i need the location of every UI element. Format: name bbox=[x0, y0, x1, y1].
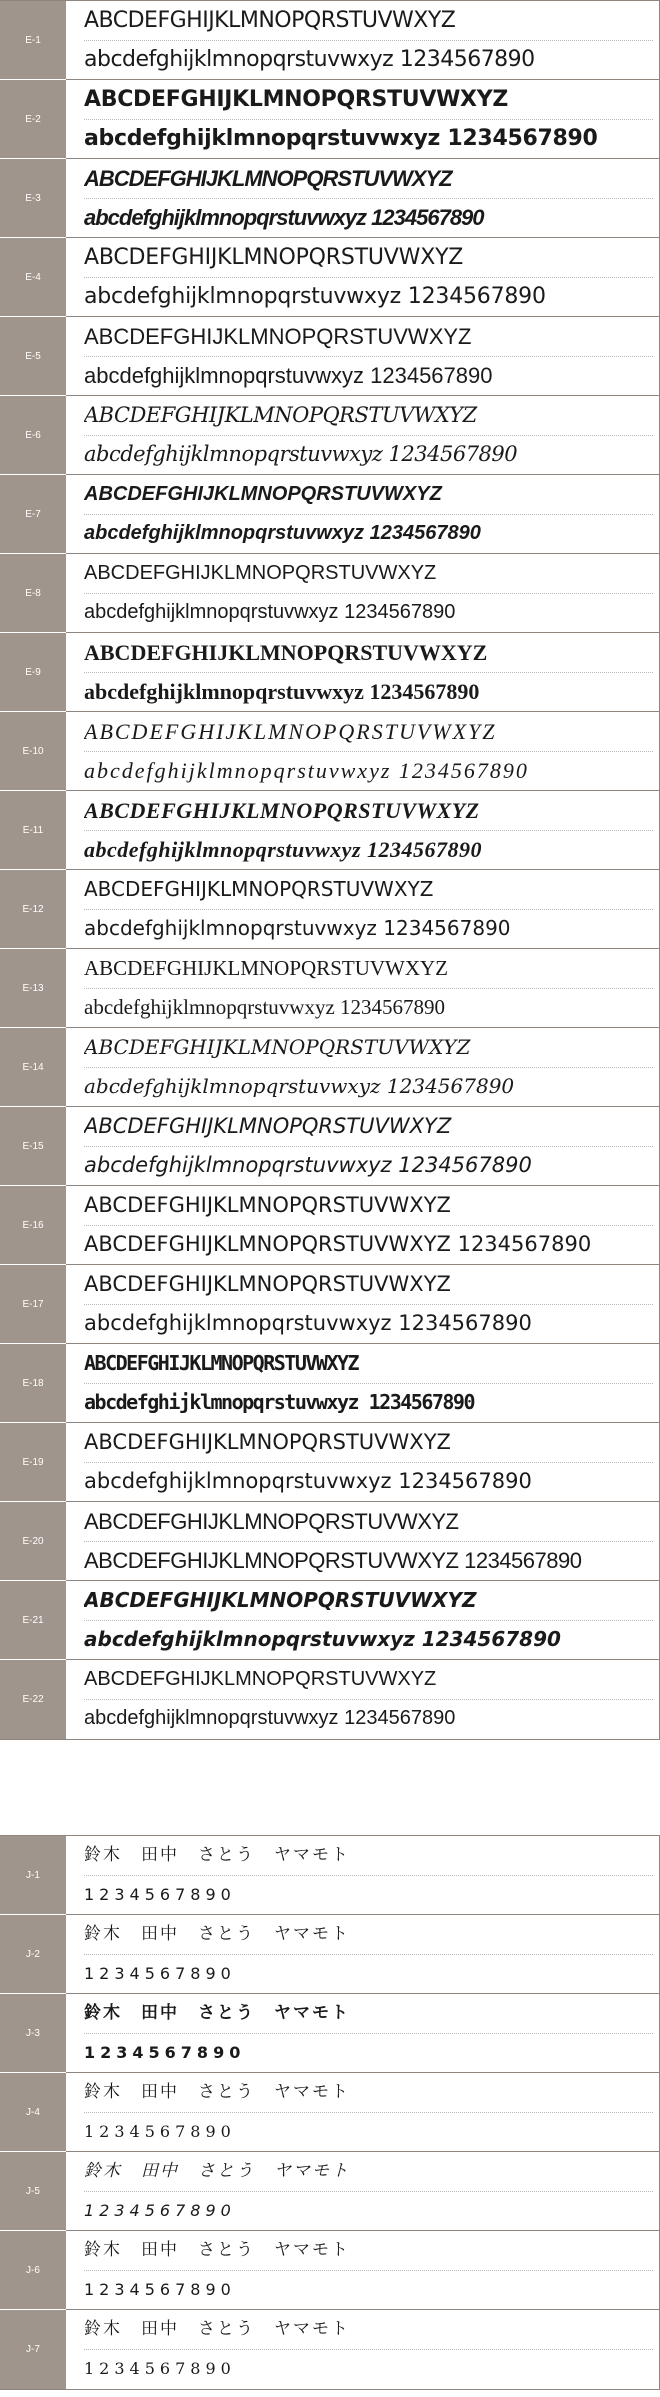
lowercase-sample: ABCDEFGHIJKLMNOPQRSTUVWXYZ 1234567890 bbox=[84, 1548, 582, 1573]
font-code: E-7 bbox=[0, 475, 66, 553]
uppercase-sample: ABCDEFGHIJKLMNOPQRSTUVWXYZ bbox=[84, 791, 653, 831]
numbers-sample: 1234567890 bbox=[84, 2201, 236, 2220]
font-code: J-7 bbox=[0, 2310, 66, 2389]
numbers-sample: 1234567890 bbox=[84, 1885, 236, 1904]
font-samples bbox=[66, 1107, 660, 1186]
font-samples bbox=[66, 396, 660, 475]
lowercase-sample: abcdefghijklmnopqrstuvwxyz 1234567890 bbox=[84, 601, 456, 623]
lowercase-sample: abcdefghijklmnopqrstuvwxyz 1234567890 bbox=[84, 1074, 515, 1098]
lowercase-sample: abcdefghijklmnopqrstuvwxyz 1234567890 bbox=[84, 205, 484, 230]
uppercase-sample: ABCDEFGHIJKLMNOPQRSTUVWXYZ bbox=[84, 870, 653, 910]
lowercase-sample: abcdefghijklmnopqrstuvwxyz 1234567890 bbox=[84, 1707, 456, 1729]
font-samples bbox=[66, 80, 660, 159]
font-code: E-8 bbox=[0, 554, 66, 632]
font-row-e5[interactable] bbox=[0, 317, 660, 396]
uppercase-sample: ABCDEFGHIJKLMNOPQRSTUVWXYZ bbox=[84, 475, 653, 515]
font-code: E-22 bbox=[0, 1660, 66, 1739]
names-sample: 鈴木 田中 さとう ヤマモト bbox=[84, 1836, 653, 1876]
font-row-j3[interactable] bbox=[0, 1994, 660, 2073]
font-row-e1[interactable] bbox=[0, 1, 660, 80]
lowercase-sample: abcdefghijklmnopqrstuvwxyz 1234567890 bbox=[84, 1627, 561, 1651]
font-samples bbox=[66, 949, 660, 1028]
font-row-e22[interactable] bbox=[0, 1660, 660, 1739]
font-code: E-2 bbox=[0, 80, 66, 158]
font-samples bbox=[66, 2310, 660, 2389]
uppercase-sample: ABCDEFGHIJKLMNOPQRSTUVWXYZ bbox=[84, 317, 653, 357]
font-code: E-21 bbox=[0, 1581, 66, 1659]
font-row-e15[interactable] bbox=[0, 1107, 660, 1186]
uppercase-sample: ABCDEFGHIJKLMNOPQRSTUVWXYZ bbox=[84, 1028, 653, 1068]
uppercase-sample: ABCDEFGHIJKLMNOPQRSTUVWXYZ bbox=[84, 949, 653, 989]
font-samples bbox=[66, 2152, 660, 2231]
uppercase-sample: ABCDEFGHIJKLMNOPQRSTUVWXYZ bbox=[84, 1502, 653, 1542]
font-row-j2[interactable] bbox=[0, 1915, 660, 1994]
lowercase-sample: abcdefghijklmnopqrstuvwxyz 1234567890 bbox=[84, 284, 546, 309]
uppercase-sample: ABCDEFGHIJKLMNOPQRSTUVWXYZ bbox=[84, 1344, 653, 1384]
names-sample: 鈴木 田中 さとう ヤマモト bbox=[84, 2073, 653, 2113]
numbers-sample: 1234567890 bbox=[84, 2280, 236, 2299]
uppercase-sample: ABCDEFGHIJKLMNOPQRSTUVWXYZ bbox=[84, 1660, 653, 1700]
font-code: J-6 bbox=[0, 2231, 66, 2309]
font-code: E-15 bbox=[0, 1107, 66, 1185]
lowercase-sample: abcdefghijklmnopqrstuvwxyz 1234567890 bbox=[84, 1469, 532, 1493]
font-code: E-5 bbox=[0, 317, 66, 395]
font-row-e2[interactable] bbox=[0, 80, 660, 159]
font-code: J-1 bbox=[0, 1836, 66, 1914]
font-samples bbox=[66, 238, 660, 317]
font-row-e20[interactable] bbox=[0, 1502, 660, 1581]
font-samples bbox=[66, 791, 660, 870]
lowercase-sample: abcdefghijklmnopqrstuvwxyz 1234567890 bbox=[84, 1390, 475, 1414]
font-row-j4[interactable] bbox=[0, 2073, 660, 2152]
font-row-e18[interactable] bbox=[0, 1344, 660, 1423]
font-row-e4[interactable] bbox=[0, 238, 660, 317]
font-samples bbox=[66, 1344, 660, 1423]
font-code: J-4 bbox=[0, 2073, 66, 2151]
font-row-e8[interactable] bbox=[0, 554, 660, 633]
font-code: E-1 bbox=[0, 1, 66, 79]
uppercase-sample: ABCDEFGHIJKLMNOPQRSTUVWXYZ bbox=[84, 554, 653, 594]
lowercase-sample: abcdefghijklmnopqrstuvwxyz 1234567890 bbox=[84, 837, 483, 862]
font-row-e14[interactable] bbox=[0, 1028, 660, 1107]
uppercase-sample: ABCDEFGHIJKLMNOPQRSTUVWXYZ bbox=[84, 1, 653, 41]
lowercase-sample: abcdefghijklmnopqrstuvwxyz 1234567890 bbox=[84, 758, 529, 783]
font-row-j7[interactable] bbox=[0, 2310, 660, 2389]
font-code: E-13 bbox=[0, 949, 66, 1027]
names-sample: 鈴木 田中 さとう ヤマモト bbox=[84, 2231, 653, 2271]
font-row-e21[interactable] bbox=[0, 1581, 660, 1660]
font-code: E-17 bbox=[0, 1265, 66, 1343]
font-samples bbox=[66, 1915, 660, 1994]
font-samples bbox=[66, 1, 660, 80]
font-samples bbox=[66, 1186, 660, 1265]
font-samples bbox=[66, 1502, 660, 1581]
lowercase-sample: abcdefghijklmnopqrstuvwxyz 1234567890 bbox=[84, 916, 511, 940]
font-code: E-4 bbox=[0, 238, 66, 316]
font-row-e13[interactable] bbox=[0, 949, 660, 1028]
uppercase-sample: ABCDEFGHIJKLMNOPQRSTUVWXYZ bbox=[84, 1581, 653, 1621]
uppercase-sample: ABCDEFGHIJKLMNOPQRSTUVWXYZ bbox=[84, 633, 653, 673]
font-samples bbox=[66, 317, 660, 396]
uppercase-sample: ABCDEFGHIJKLMNOPQRSTUVWXYZ bbox=[84, 1423, 653, 1463]
font-row-j6[interactable] bbox=[0, 2231, 660, 2310]
font-row-j1[interactable] bbox=[0, 1836, 660, 1915]
numbers-sample: 1234567890 bbox=[84, 2359, 236, 2378]
uppercase-sample: ABCDEFGHIJKLMNOPQRSTUVWXYZ bbox=[84, 1107, 653, 1147]
numbers-sample: 1234567890 bbox=[84, 1964, 236, 1983]
uppercase-sample: ABCDEFGHIJKLMNOPQRSTUVWXYZ bbox=[84, 1186, 653, 1226]
numbers-sample: 1234567890 bbox=[84, 2122, 236, 2141]
uppercase-sample: ABCDEFGHIJKLMNOPQRSTUVWXYZ bbox=[84, 396, 653, 436]
lowercase-sample: abcdefghijklmnopqrstuvwxyz 1234567890 bbox=[84, 363, 493, 388]
lowercase-sample: abcdefghijklmnopqrstuvwxyz 1234567890 bbox=[84, 679, 480, 704]
japanese-font-table bbox=[0, 1835, 660, 2390]
font-row-e11[interactable] bbox=[0, 791, 660, 870]
font-samples bbox=[66, 475, 660, 554]
font-code: E-10 bbox=[0, 712, 66, 790]
uppercase-sample: ABCDEFGHIJKLMNOPQRSTUVWXYZ bbox=[84, 712, 653, 752]
font-code: E-16 bbox=[0, 1186, 66, 1264]
font-samples bbox=[66, 1660, 660, 1739]
font-code: E-6 bbox=[0, 396, 66, 474]
numbers-sample: 1234567890 bbox=[84, 2043, 246, 2062]
font-code: J-3 bbox=[0, 1994, 66, 2072]
font-samples bbox=[66, 1994, 660, 2073]
lowercase-sample: abcdefghijklmnopqrstuvwxyz 1234567890 bbox=[84, 126, 598, 151]
lowercase-sample: abcdefghijklmnopqrstuvwxyz 1234567890 bbox=[84, 995, 446, 1019]
font-code: J-2 bbox=[0, 1915, 66, 1993]
font-row-e7[interactable] bbox=[0, 475, 660, 554]
font-samples bbox=[66, 870, 660, 949]
font-samples bbox=[66, 1836, 660, 1915]
font-row-e16[interactable] bbox=[0, 1186, 660, 1265]
names-sample: 鈴木 田中 さとう ヤマモト bbox=[84, 2310, 653, 2350]
font-row-e6[interactable] bbox=[0, 396, 660, 475]
font-code: E-20 bbox=[0, 1502, 66, 1580]
font-code: E-9 bbox=[0, 633, 66, 711]
font-code: J-5 bbox=[0, 2152, 66, 2230]
font-row-j5[interactable] bbox=[0, 2152, 660, 2231]
font-samples bbox=[66, 159, 660, 238]
font-row-e3[interactable] bbox=[0, 159, 660, 238]
lowercase-sample: ABCDEFGHIJKLMNOPQRSTUVWXYZ 1234567890 bbox=[84, 1232, 592, 1256]
font-samples bbox=[66, 712, 660, 791]
lowercase-sample: abcdefghijklmnopqrstuvwxyz 1234567890 bbox=[84, 47, 535, 72]
font-code: E-19 bbox=[0, 1423, 66, 1501]
uppercase-sample: ABCDEFGHIJKLMNOPQRSTUVWXYZ bbox=[84, 238, 653, 278]
font-row-e19[interactable] bbox=[0, 1423, 660, 1502]
font-code: E-12 bbox=[0, 870, 66, 948]
font-code: E-14 bbox=[0, 1028, 66, 1106]
font-row-e17[interactable] bbox=[0, 1265, 660, 1344]
font-code: E-3 bbox=[0, 159, 66, 237]
font-code: E-11 bbox=[0, 791, 66, 869]
lowercase-sample: abcdefghijklmnopqrstuvwxyz 1234567890 bbox=[84, 522, 481, 544]
uppercase-sample: ABCDEFGHIJKLMNOPQRSTUVWXYZ bbox=[84, 159, 653, 199]
font-samples bbox=[66, 2073, 660, 2152]
lowercase-sample: abcdefghijklmnopqrstuvwxyz 1234567890 bbox=[84, 1311, 532, 1335]
font-samples bbox=[66, 554, 660, 633]
font-samples bbox=[66, 1265, 660, 1344]
font-row-e9[interactable] bbox=[0, 633, 660, 712]
font-samples bbox=[66, 1028, 660, 1107]
names-sample: 鈴木 田中 さとう ヤマモト bbox=[84, 2152, 653, 2192]
names-sample: 鈴木 田中 さとう ヤマモト bbox=[84, 1994, 653, 2034]
font-code: E-18 bbox=[0, 1344, 66, 1422]
font-samples bbox=[66, 1423, 660, 1502]
lowercase-sample: abcdefghijklmnopqrstuvwxyz 1234567890 bbox=[84, 442, 518, 466]
font-samples bbox=[66, 2231, 660, 2310]
font-samples bbox=[66, 1581, 660, 1660]
names-sample: 鈴木 田中 さとう ヤマモト bbox=[84, 1915, 653, 1955]
lowercase-sample: abcdefghijklmnopqrstuvwxyz 1234567890 bbox=[84, 1153, 532, 1177]
font-row-e12[interactable] bbox=[0, 870, 660, 949]
font-samples bbox=[66, 633, 660, 712]
font-row-e10[interactable] bbox=[0, 712, 660, 791]
uppercase-sample: ABCDEFGHIJKLMNOPQRSTUVWXYZ bbox=[84, 80, 653, 120]
uppercase-sample: ABCDEFGHIJKLMNOPQRSTUVWXYZ bbox=[84, 1265, 653, 1305]
